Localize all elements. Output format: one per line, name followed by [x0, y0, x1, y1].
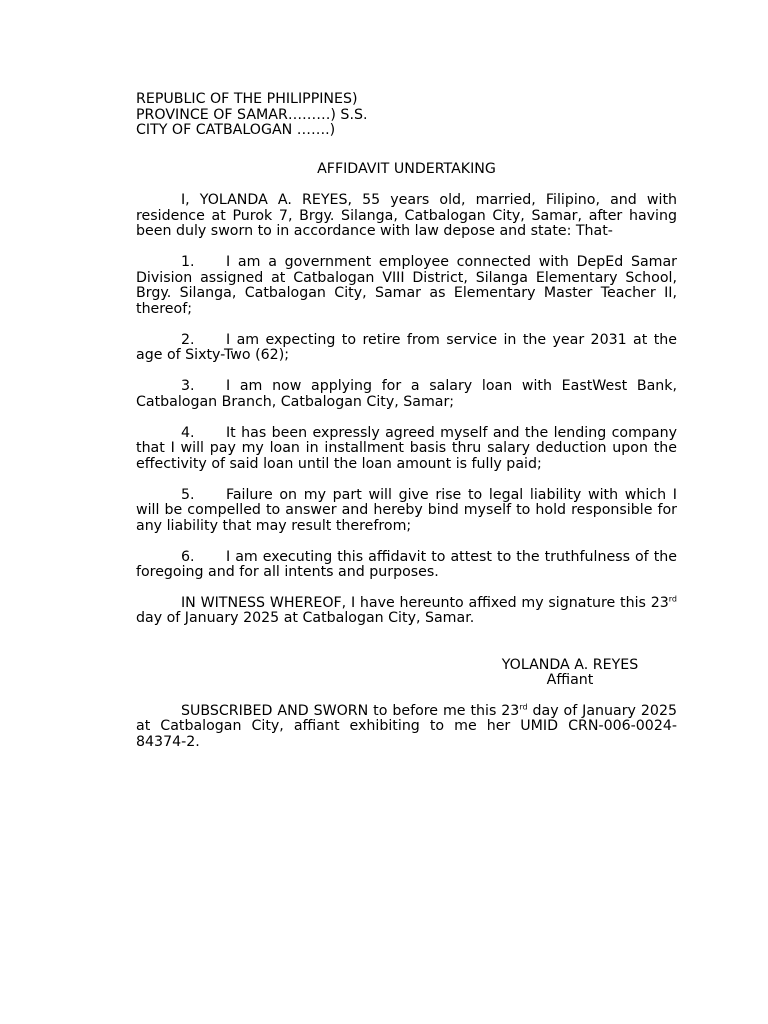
paragraph-number: 6.: [181, 548, 195, 565]
paragraph-number: 3.: [181, 378, 195, 394]
venue-line-city: CITY OF CATBALOGAN …….): [136, 122, 336, 138]
document-title: AFFIDAVIT UNDERTAKING: [317, 160, 496, 177]
paragraph-text: I am now applying for a salary loan with EastWest Bank, Catbalogan Branch, Catbalogan City, Samar;: [136, 378, 677, 410]
paragraph-text: I am expecting to retire from service in the year 2031 at the age of Sixty-Two (62);: [136, 331, 677, 363]
paragraph-number: 1.: [181, 254, 195, 270]
numbered-paragraph-3: [136, 379, 677, 410]
numbered-paragraph-4: [136, 426, 677, 473]
paragraph-text: It has been expressly agreed myself and the lending company that I will pay my loan in installment basis thru salary deduction upon the effectivity of said loan until the loan amount is fully paid;: [136, 424, 677, 472]
intro-paragraph: I, YOLANDA A. REYES, 55 years old, married, Filipino, and with residence at Purok 7, Brgy. Silanga, Catbalogan City, Samar, after having been duly sworn to in accordance with law depose and state: That-: [136, 192, 677, 239]
ordinal-suffix: rd: [668, 593, 677, 603]
numbered-paragraph-6: [136, 550, 677, 581]
venue-block: [136, 92, 677, 139]
witness-paragraph: [136, 593, 677, 627]
witness-text-before: IN WITNESS WHEREOF, I have hereunto affixed my signature this 23: [181, 594, 669, 611]
numbered-paragraph-1: [136, 255, 677, 317]
paragraph-text: I am executing this affidavit to attest to the truthfulness of the foregoing and for all intents and purposes.: [136, 548, 677, 580]
signature-block: [136, 658, 677, 689]
jurat-text-before: SUBSCRIBED AND SWORN to before me this 23: [181, 702, 520, 719]
paragraph-number: 4.: [181, 424, 195, 441]
ordinal-suffix: rd: [519, 701, 528, 711]
affiant-label: Affiant: [546, 672, 594, 688]
paragraph-text: I am a government employee connected with DepEd Samar Division assigned at Catbalogan VIII District, Silanga Elementary School, Brgy. Silanga, Catbalogan City, Samar as Elementary Master Teacher II, thereof;: [136, 254, 677, 317]
witness-text-after: day of January 2025 at Catbalogan City, Samar.: [136, 610, 475, 626]
affidavit-page: [136, 92, 677, 750]
paragraph-number: 2.: [181, 331, 195, 348]
venue-line-country: REPUBLIC OF THE PHILIPPINES): [136, 91, 358, 107]
numbered-paragraph-5: [136, 488, 677, 535]
jurat-paragraph: [136, 701, 678, 751]
paragraph-text: Failure on my part will give rise to legal liability with which I will be compelled to answer and hereby bind myself to hold responsible for any liability that may result therefrom;: [136, 486, 677, 534]
jurat-text-after: day of January 2025 at Catbalogan City, affiant exhibiting to me her UMID CRN-006-0024-84374-2.: [136, 702, 678, 750]
numbered-paragraph-2: [136, 333, 677, 364]
venue-line-province: PROVINCE OF SAMAR………) S.S.: [136, 106, 368, 123]
paragraph-number: 5.: [181, 486, 195, 503]
affiant-name: YOLANDA A. REYES: [501, 656, 639, 673]
